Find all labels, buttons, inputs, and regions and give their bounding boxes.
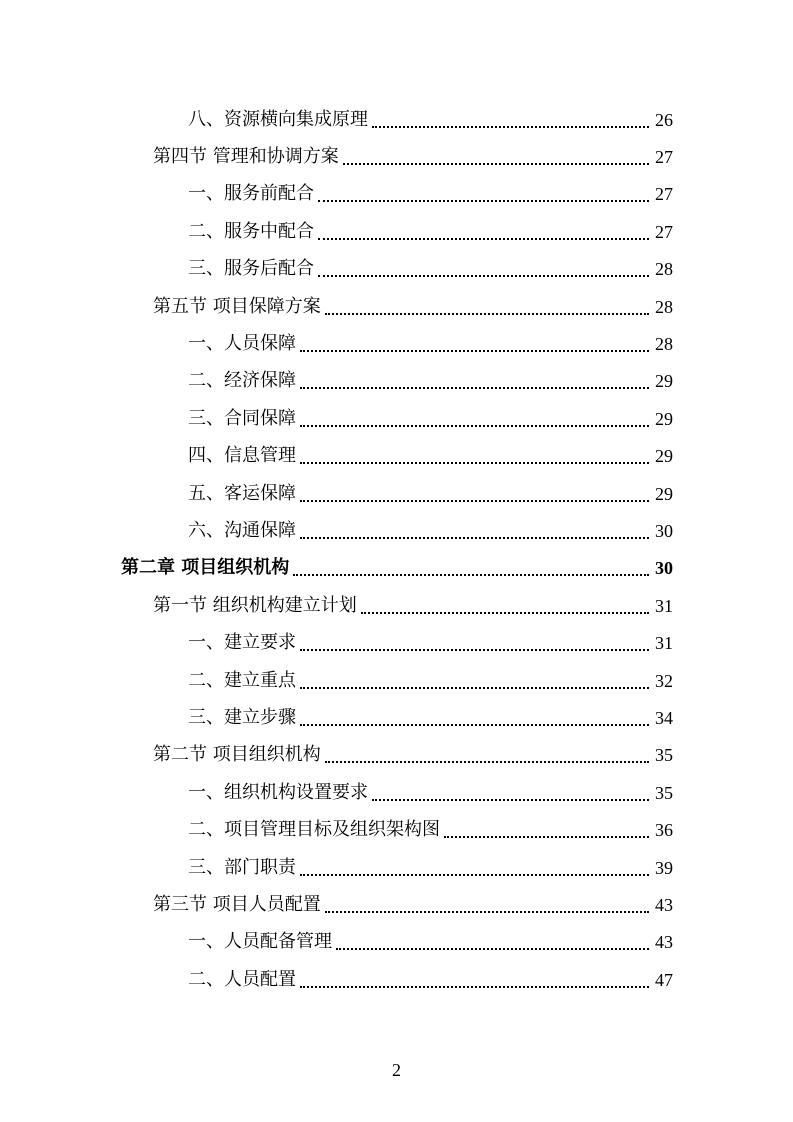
toc-leader-dots	[318, 200, 649, 202]
toc-entry-label: 一、服务前配合	[188, 183, 314, 205]
toc-entry[interactable]	[153, 737, 673, 774]
toc-entry-label: 第二章 项目组织机构	[121, 557, 290, 579]
toc-entry-label: 二、人员配置	[188, 968, 296, 990]
toc-entry[interactable]	[188, 512, 673, 549]
toc-entry-page: 29	[655, 371, 673, 392]
page-number: 2	[392, 1060, 401, 1080]
toc-leader-dots	[336, 948, 649, 950]
toc-entry-page: 43	[655, 894, 673, 915]
toc-entry[interactable]	[188, 774, 673, 811]
toc-entry[interactable]	[188, 213, 673, 250]
toc-entry-label: 二、建立重点	[188, 669, 296, 691]
toc-entry-label: 一、建立要求	[188, 632, 296, 654]
toc-entry-label: 三、合同保障	[188, 407, 296, 429]
toc-entry[interactable]	[188, 849, 673, 886]
toc-entry[interactable]	[188, 662, 673, 699]
toc-entry[interactable]	[188, 325, 673, 362]
toc-leader-dots	[300, 649, 649, 651]
toc-entry[interactable]	[153, 587, 673, 624]
toc-leader-dots	[300, 874, 649, 876]
toc-leader-dots	[300, 687, 649, 689]
toc-entry-page: 27	[655, 221, 673, 242]
toc-entry-label: 五、客运保障	[188, 482, 296, 504]
toc-entry-label: 四、信息管理	[188, 445, 296, 467]
toc-entry[interactable]	[188, 475, 673, 512]
toc-leader-dots	[372, 799, 649, 801]
toc-entry-page: 31	[655, 633, 673, 654]
toc-entry-page: 29	[655, 446, 673, 467]
toc-entry-page: 35	[655, 782, 673, 803]
toc-entry-page: 31	[655, 595, 673, 616]
toc-entry-page: 43	[655, 932, 673, 953]
toc-leader-dots	[325, 761, 649, 763]
toc-entry-page: 47	[655, 969, 673, 990]
toc-entry[interactable]	[188, 101, 673, 138]
toc-entry-page: 34	[655, 707, 673, 728]
toc-leader-dots	[300, 425, 649, 427]
toc-entry-page: 39	[655, 857, 673, 878]
toc-leader-dots	[293, 574, 649, 576]
toc-entry-page: 30	[655, 558, 673, 579]
toc-entry-page: 35	[655, 745, 673, 766]
toc-entry-label: 一、人员保障	[188, 333, 296, 355]
toc-entry[interactable]	[188, 699, 673, 736]
toc-leader-dots	[300, 537, 649, 539]
toc-leader-dots	[300, 500, 649, 502]
toc-entry-page: 28	[655, 296, 673, 317]
toc-entry[interactable]	[153, 138, 673, 175]
toc-entry-page: 26	[655, 109, 673, 130]
toc-entry-label: 三、服务后配合	[188, 258, 314, 280]
toc-entry-page: 28	[655, 259, 673, 280]
toc-leader-dots	[318, 275, 649, 277]
toc-entry[interactable]	[188, 176, 673, 213]
toc-entry-label: 三、部门职责	[188, 856, 296, 878]
toc-entry-label: 第二节 项目组织机构	[153, 744, 321, 766]
toc-entry-label: 二、项目管理目标及组织架构图	[188, 819, 440, 841]
toc-entry[interactable]	[188, 363, 673, 400]
toc-entry-label: 第一节 组织机构建立计划	[153, 594, 357, 616]
toc-entry[interactable]	[188, 624, 673, 661]
toc-entry[interactable]	[188, 251, 673, 288]
toc-entry-label: 二、经济保障	[188, 370, 296, 392]
toc-entry-page: 27	[655, 147, 673, 168]
toc-entry-label: 第三节 项目人员配置	[153, 893, 321, 915]
toc-leader-dots	[300, 462, 649, 464]
toc-leader-dots	[325, 313, 649, 315]
toc-entry-label: 第四节 管理和协调方案	[153, 146, 339, 168]
toc-leader-dots	[343, 163, 649, 165]
toc-entry-page: 28	[655, 334, 673, 355]
toc-entry[interactable]	[188, 400, 673, 437]
table-of-contents	[0, 101, 793, 998]
toc-leader-dots	[372, 126, 649, 128]
toc-entry-label: 第五节 项目保障方案	[153, 295, 321, 317]
toc-leader-dots	[361, 612, 649, 614]
toc-entry-label: 六、沟通保障	[188, 519, 296, 541]
toc-entry-page: 29	[655, 483, 673, 504]
toc-leader-dots	[325, 911, 649, 913]
toc-entry[interactable]	[188, 811, 673, 848]
toc-leader-dots	[300, 986, 649, 988]
toc-entry-page: 30	[655, 520, 673, 541]
toc-entry-label: 一、组织机构设置要求	[188, 781, 368, 803]
toc-entry-page: 29	[655, 408, 673, 429]
toc-entry[interactable]	[121, 550, 673, 587]
toc-entry[interactable]	[153, 288, 673, 325]
toc-entry-label: 一、人员配备管理	[188, 931, 332, 953]
toc-entry[interactable]	[188, 961, 673, 998]
toc-entry-label: 三、建立步骤	[188, 706, 296, 728]
toc-entry[interactable]	[153, 886, 673, 923]
toc-leader-dots	[318, 238, 649, 240]
toc-entry-label: 八、资源横向集成原理	[188, 108, 368, 130]
toc-entry[interactable]	[188, 924, 673, 961]
toc-entry[interactable]	[188, 438, 673, 475]
toc-entry-page: 27	[655, 184, 673, 205]
toc-leader-dots	[300, 387, 649, 389]
toc-leader-dots	[444, 836, 649, 838]
toc-entry-page: 36	[655, 820, 673, 841]
toc-entry-label: 二、服务中配合	[188, 220, 314, 242]
toc-entry-page: 32	[655, 670, 673, 691]
toc-leader-dots	[300, 350, 649, 352]
toc-leader-dots	[300, 724, 649, 726]
